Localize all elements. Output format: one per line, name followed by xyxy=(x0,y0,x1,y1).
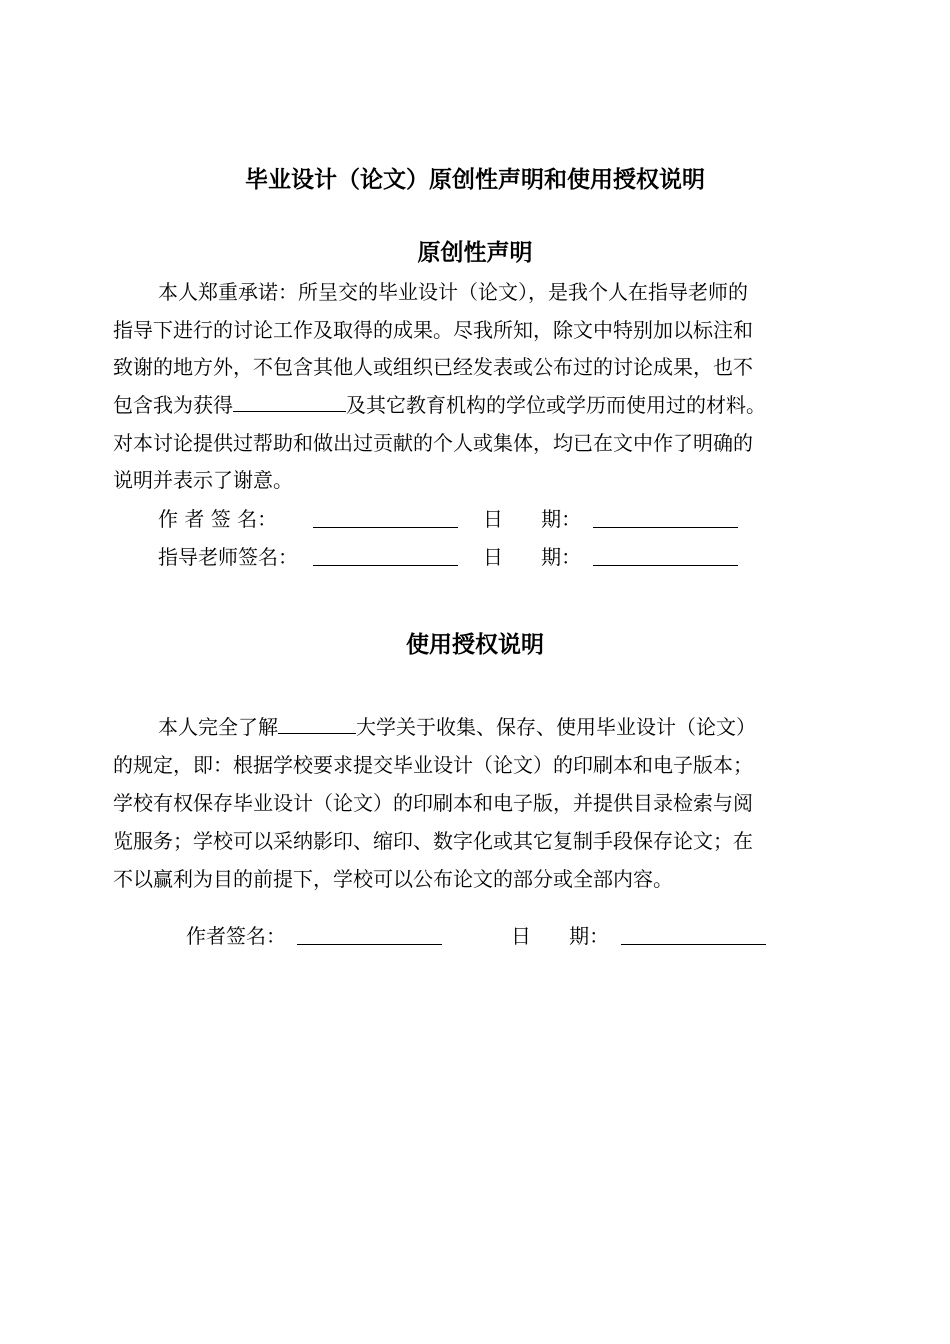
university-blank xyxy=(278,732,356,734)
auth-date-label: 日 期： xyxy=(511,924,610,948)
main-title: 毕业设计（论文）原创性声明和使用授权说明 xyxy=(245,167,705,193)
authorization-line-1-end: 大学关于收集、保存、使用毕业设计（论文） xyxy=(356,715,756,739)
authorization-line-1-start: 本人完全了解 xyxy=(158,715,278,739)
auth-signature-label: 作者签名： xyxy=(186,924,286,948)
auth-signature-line xyxy=(297,944,442,945)
originality-line-1: 本人郑重承诺：所呈交的毕业设计（论文），是我个人在指导老师的 xyxy=(158,280,748,304)
degree-blank xyxy=(233,410,346,412)
advisor-signature-label: 指导老师签名： xyxy=(158,545,298,569)
authorization-line-1 xyxy=(158,715,756,739)
authorization-line-2: 的规定，即：根据学校要求提交毕业设计（论文）的印刷本和电子版本； xyxy=(113,753,753,777)
auth-date-line xyxy=(621,944,766,945)
authorization-line-4: 览服务；学校可以采纳影印、缩印、数字化或其它复制手段保存论文；在 xyxy=(113,829,753,853)
originality-heading: 原创性声明 xyxy=(417,240,533,266)
originality-line-4-start: 包含我为获得 xyxy=(113,393,233,417)
authorization-line-3: 学校有权保存毕业设计（论文）的印刷本和电子版，并提供目录检索与阅 xyxy=(113,791,753,815)
advisor-date-label: 日 期： xyxy=(483,545,582,569)
originality-line-3: 致谢的地方外，不包含其他人或组织已经发表或公布过的讨论成果，也不 xyxy=(113,355,753,379)
originality-line-6: 说明并表示了谢意。 xyxy=(113,468,293,492)
originality-line-4 xyxy=(113,393,766,417)
author-date-label: 日 期： xyxy=(483,507,582,531)
originality-line-2: 指导下进行的讨论工作及取得的成果。尽我所知，除文中特别加以标注和 xyxy=(113,318,753,342)
originality-line-5: 对本讨论提供过帮助和做出过贡献的个人或集体，均已在文中作了明确的 xyxy=(113,431,753,455)
advisor-date-line xyxy=(593,565,738,566)
originality-line-4-end: 及其它教育机构的学位或学历而使用过的材料。 xyxy=(346,393,766,417)
authorization-heading: 使用授权说明 xyxy=(406,632,544,658)
authorization-line-5: 不以赢利为目的前提下，学校可以公布论文的部分或全部内容。 xyxy=(113,867,673,891)
author-date-line xyxy=(593,527,738,528)
advisor-signature-line xyxy=(313,565,458,566)
author-signature-label: 作 者 签 名： xyxy=(158,507,278,531)
author-signature-line xyxy=(313,527,458,528)
